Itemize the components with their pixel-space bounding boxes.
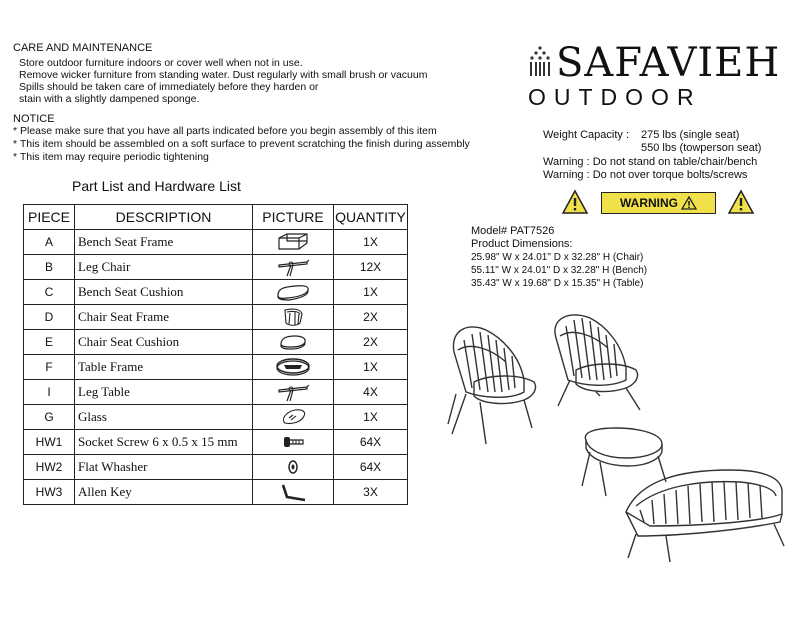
qty-cell: 2X	[334, 305, 408, 330]
weight-label: Weight Capacity :	[543, 129, 630, 141]
pic-cell	[253, 430, 334, 455]
pic-cell	[253, 355, 334, 380]
table-row	[24, 430, 408, 455]
model-number: Model# PAT7526	[471, 225, 555, 237]
table-row	[24, 405, 408, 430]
table-row	[24, 255, 408, 280]
glass-icon	[273, 406, 313, 428]
qty-cell: 1X	[334, 280, 408, 305]
dims-title: Product Dimensions:	[471, 238, 573, 250]
piece-cell: C	[24, 280, 75, 305]
col-header-picture: PICTURE	[253, 205, 334, 230]
pic-cell	[253, 405, 334, 430]
care-line: Remove wicker furniture from standing water. Dust regularly with small brush or vacuum	[19, 69, 428, 81]
flat-washer-icon	[273, 456, 313, 478]
piece-cell: A	[24, 230, 75, 255]
bench-seat-frame-icon	[273, 231, 313, 253]
desc-cell: Socket Screw 6 x 0.5 x 15 mm	[75, 430, 253, 455]
care-line: Spills should be taken care of immediately before they harden or	[19, 81, 319, 93]
warning-label-box	[601, 192, 716, 214]
parts-table	[23, 204, 408, 505]
qty-cell: 1X	[334, 355, 408, 380]
dim-chair: 25.98" W x 24.01" D x 32.28" H (Chair)	[471, 252, 644, 263]
notice-title: NOTICE	[13, 113, 55, 125]
piece-cell: G	[24, 405, 75, 430]
weight-two: 550 lbs (towperson seat)	[641, 142, 762, 154]
table-row	[24, 480, 408, 505]
socket-screw-icon	[273, 431, 313, 453]
pic-cell	[253, 280, 334, 305]
qty-cell: 1X	[334, 405, 408, 430]
chair-seat-frame-icon	[273, 306, 313, 328]
table-frame-icon	[273, 356, 313, 378]
table-header-row	[24, 205, 408, 230]
piece-cell: F	[24, 355, 75, 380]
furniture-set-illustration	[440, 300, 790, 575]
warning-line: Warning : Do not over torque bolts/screws	[543, 169, 748, 181]
piece-cell: E	[24, 330, 75, 355]
piece-cell: I	[24, 380, 75, 405]
desc-cell: Chair Seat Frame	[75, 305, 253, 330]
notice-line: * Please make sure that you have all parts indicated before you begin assembly of this item	[13, 125, 437, 137]
care-title: CARE AND MAINTENANCE	[13, 42, 153, 54]
brand-name: SAFAVIEH	[556, 40, 781, 86]
qty-cell: 3X	[334, 480, 408, 505]
desc-cell: Flat Whasher	[75, 455, 253, 480]
table-row	[24, 330, 408, 355]
qty-cell: 64X	[334, 455, 408, 480]
pic-cell	[253, 330, 334, 355]
qty-cell: 2X	[334, 330, 408, 355]
piece-cell: B	[24, 255, 75, 280]
desc-cell: Leg Chair	[75, 255, 253, 280]
care-line: stain with a slightly dampened sponge.	[19, 93, 200, 105]
bench-seat-cushion-icon	[273, 281, 313, 303]
bench-illustration	[626, 470, 784, 562]
col-header-piece: PIECE	[24, 205, 75, 230]
qty-cell: 1X	[334, 230, 408, 255]
table-row	[24, 280, 408, 305]
pic-cell	[253, 480, 334, 505]
warning-triangle-icon	[561, 189, 589, 215]
pic-cell	[253, 255, 334, 280]
qty-cell: 4X	[334, 380, 408, 405]
brand-sub: OUTDOOR	[528, 84, 702, 110]
desc-cell: Leg Table	[75, 380, 253, 405]
desc-cell: Allen Key	[75, 480, 253, 505]
piece-cell: HW3	[24, 480, 75, 505]
piece-cell: HW1	[24, 430, 75, 455]
desc-cell: Table Frame	[75, 355, 253, 380]
col-header-description: DESCRIPTION	[75, 205, 253, 230]
leg-chair-icon	[273, 256, 313, 278]
table-row	[24, 380, 408, 405]
chair-illustration-left	[448, 327, 536, 444]
qty-cell: 64X	[334, 430, 408, 455]
leg-table-icon	[273, 381, 313, 403]
piece-cell: D	[24, 305, 75, 330]
table-row	[24, 455, 408, 480]
parts-title: Part List and Hardware List	[72, 178, 241, 194]
pic-cell	[253, 455, 334, 480]
pic-cell	[253, 230, 334, 255]
desc-cell: Bench Seat Frame	[75, 230, 253, 255]
notice-line: * This item should be assembled on a soft surface to prevent scratching the finish during assembly	[13, 138, 470, 150]
notice-line: * This item may require periodic tightening	[13, 151, 209, 163]
piece-cell: HW2	[24, 455, 75, 480]
warning-triangle-icon	[727, 189, 755, 215]
table-row	[24, 230, 408, 255]
warning-small-icon	[681, 196, 697, 210]
desc-cell: Chair Seat Cushion	[75, 330, 253, 355]
pic-cell	[253, 305, 334, 330]
pic-cell	[253, 380, 334, 405]
table-row	[24, 355, 408, 380]
table-row	[24, 305, 408, 330]
dim-table: 35.43" W x 19.68" D x 15.35" H (Table)	[471, 278, 644, 289]
logo-mark-icon	[526, 45, 554, 79]
care-line: Store outdoor furniture indoors or cover well when not in use.	[19, 57, 303, 69]
desc-cell: Bench Seat Cushion	[75, 280, 253, 305]
warning-label: WARNING	[620, 196, 678, 210]
table-illustration	[582, 428, 666, 496]
qty-cell: 12X	[334, 255, 408, 280]
weight-single: 275 lbs (single seat)	[641, 129, 740, 141]
warning-line: Warning : Do not stand on table/chair/bench	[543, 156, 758, 168]
allen-key-icon	[273, 481, 313, 503]
dim-bench: 55.11" W x 24.01" D x 32.28" H (Bench)	[471, 265, 648, 276]
chair-seat-cushion-icon	[273, 331, 313, 353]
chair-illustration-right	[555, 315, 640, 410]
desc-cell: Glass	[75, 405, 253, 430]
col-header-quantity: QUANTITY	[334, 205, 408, 230]
